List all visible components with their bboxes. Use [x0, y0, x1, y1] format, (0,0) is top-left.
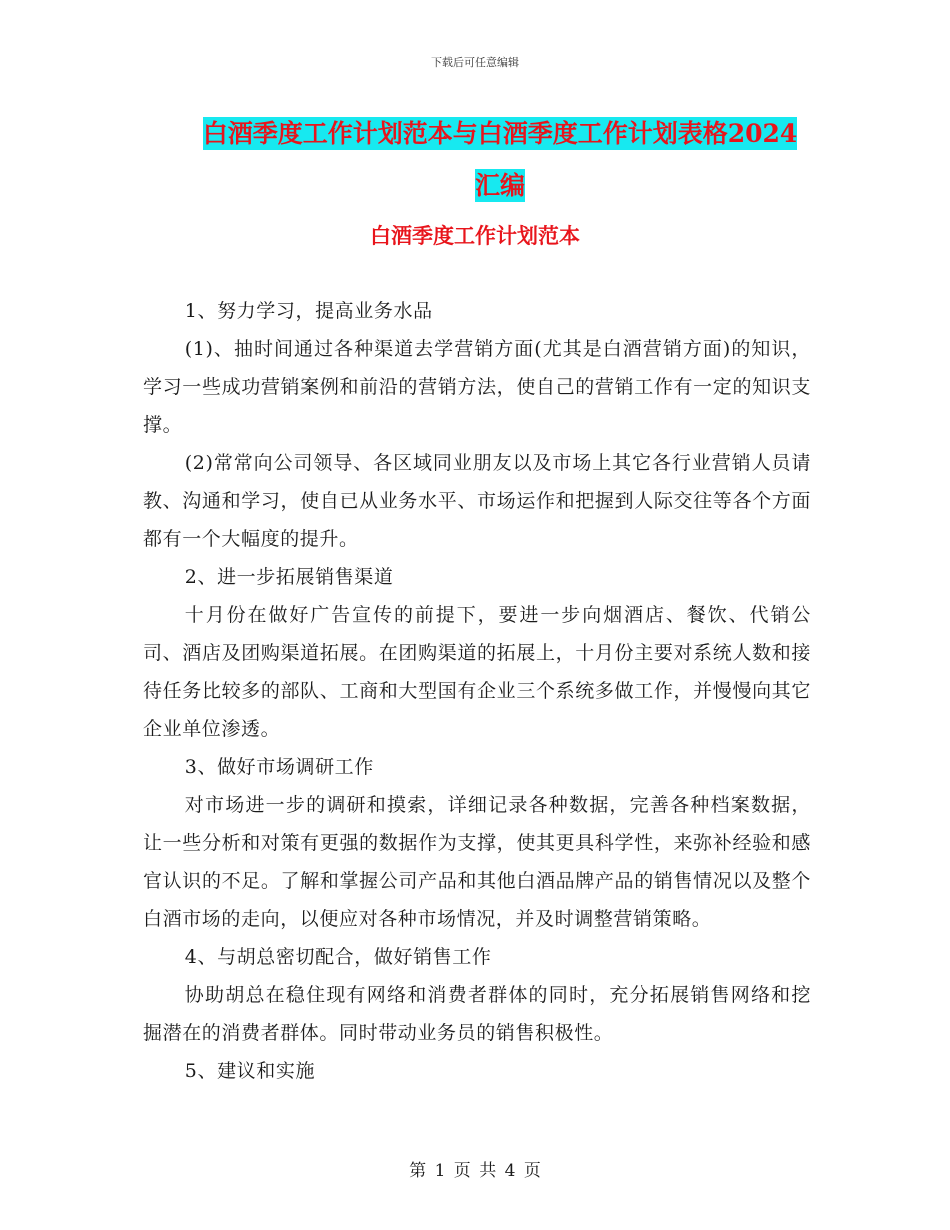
paragraph: 十月份在做好广告宣传的前提下，要进一步向烟酒店、餐饮、代销公司、酒店及团购渠道拓展。在团购渠道的拓展上，十月份主要对系统人数和接待任务比较多的部队、工商和大型国有企业三个系统多做工作，并慢慢向其它企业单位渗透。 [143, 604, 811, 740]
paragraph: 4、与胡总密切配合，做好销售工作 [184, 946, 492, 968]
document-title [190, 108, 810, 212]
paragraph: 对市场进一步的调研和摸索，详细记录各种数据，完善各种档案数据，让一些分析和对策有更强的数据作为支撑，使其更具科学性，来弥补经验和感官认识的不足。了解和掌握公司产品和其他白酒品牌产品的销售情况以及整个白酒市场的走向，以便应对各种市场情况，并及时调整营销策略。 [143, 794, 811, 930]
page-number: 第 1 页 共 4 页 [409, 1161, 541, 1181]
paragraph: 3、做好市场调研工作 [184, 756, 374, 778]
document-body [143, 292, 811, 1090]
paragraph: (1)、抽时间通过各种渠道去学营销方面(尤其是白酒营销方面)的知识，学习一些成功营销案例和前沿的营销方法，使自己的营销工作有一定的知识支撑。 [143, 338, 811, 436]
paragraph: 1、努力学习，提高业务水品 [184, 300, 433, 322]
paragraph: 2、进一步拓展销售渠道 [184, 566, 394, 588]
paragraph: (2)常常向公司领导、各区域同业朋友以及市场上其它各行业营销人员请教、沟通和学习，使自已从业务水平、市场运作和把握到人际交往等各个方面都有一个大幅度的提升。 [143, 452, 811, 550]
paragraph: 协助胡总在稳住现有网络和消费者群体的同时，充分拓展销售网络和挖掘潜在的消费者群体。同时带动业务员的销售积极性。 [143, 984, 811, 1044]
header-note: 下载后可任意编辑 [431, 56, 519, 69]
section-title: 白酒季度工作计划范本 [370, 223, 580, 248]
document-title-line2: 汇编 [474, 171, 525, 200]
paragraph: 5、建议和实施 [184, 1060, 316, 1082]
document-title-line1: 白酒季度工作计划范本与白酒季度工作计划表格2024 [202, 119, 798, 148]
